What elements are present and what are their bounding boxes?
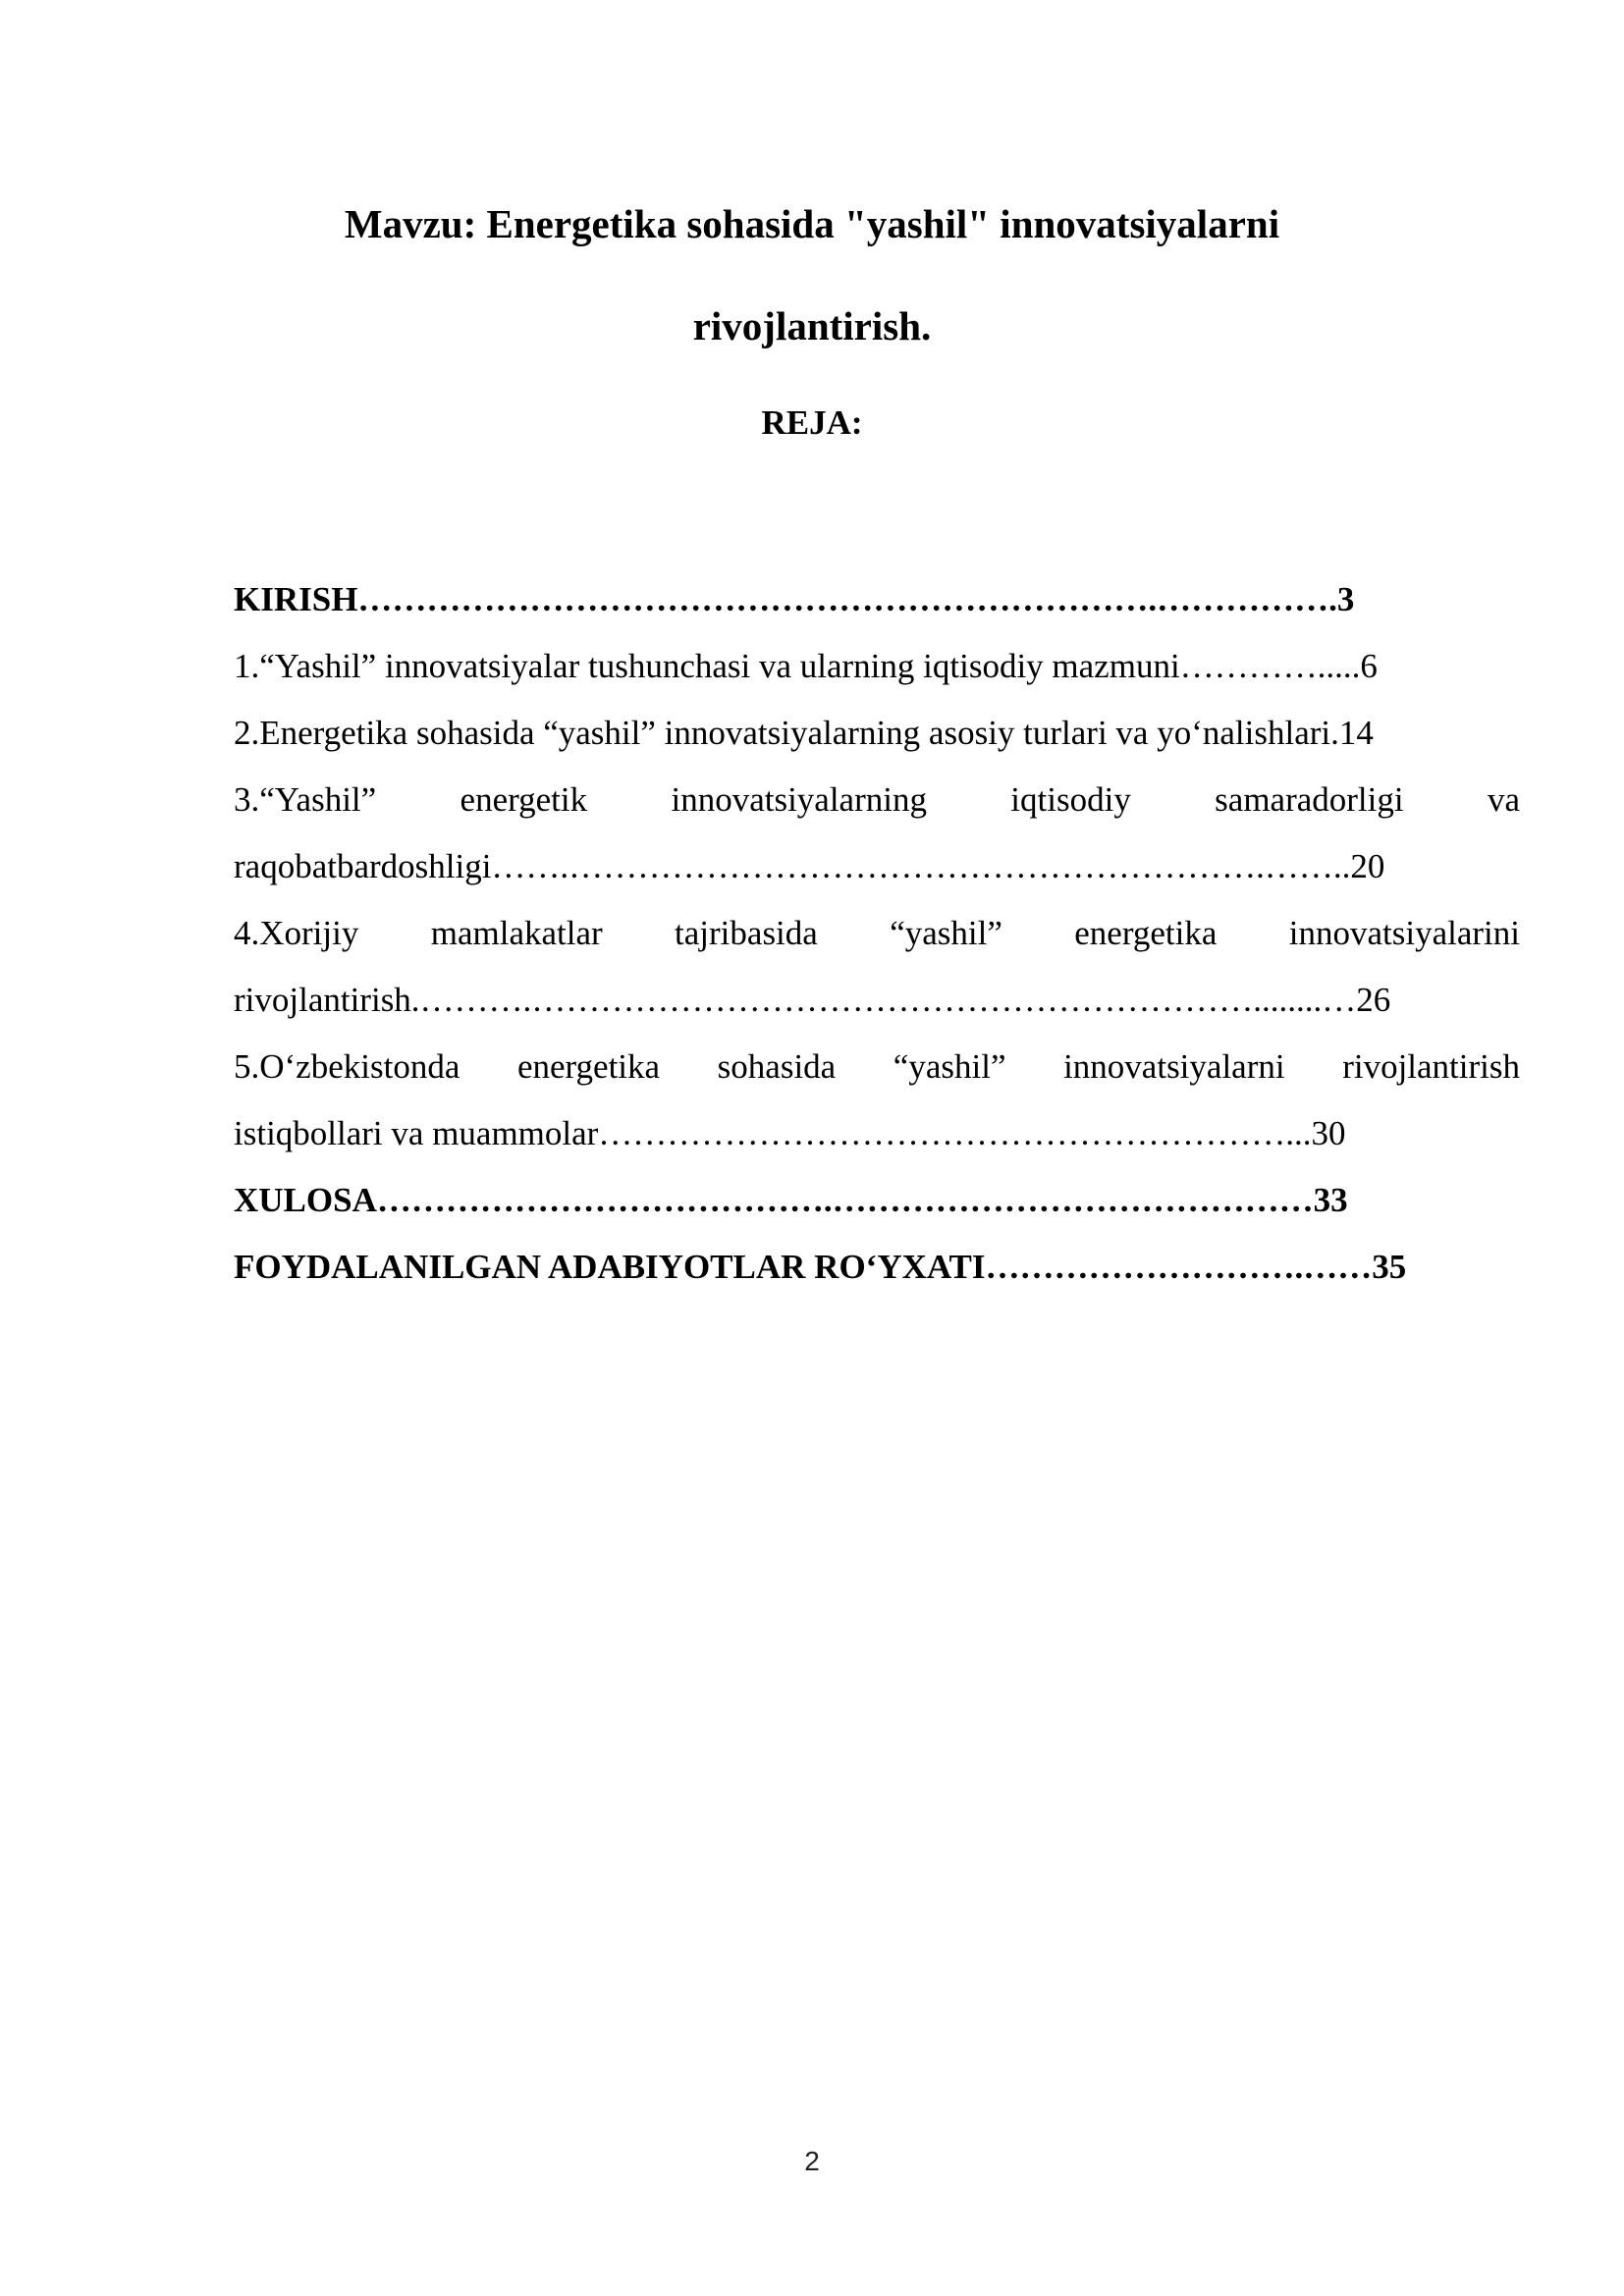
toc-entry-introduction: KIRISH…………………………………………………………….…………….3: [234, 580, 1355, 618]
page-number: 2: [804, 2146, 820, 2176]
document-title-line-2: rivojlantirish.: [692, 303, 932, 348]
toc-entry-chapter-1: 1.“Yashil” innovatsiyalar tushunchasi va ularning iqtisodiy mazmuni………….....6: [234, 647, 1378, 685]
toc-entry-chapter-2: 2.Energetika sohasida “yashil” innovatsiyalarning asosiy turlari va yo‘nalishlari.14: [234, 714, 1374, 752]
table-of-contents: [234, 566, 1520, 1301]
toc-entry-references: FOYDALANILGAN ADABIYOTLAR RO‘YXATI……………………….……35: [234, 1248, 1407, 1286]
toc-entry-chapter-5-line-1: 5.O‘zbekistonda energetika sohasida “yashil” innovatsiyalarni rivojlantirish: [234, 1047, 1520, 1086]
toc-entry-chapter-5-line-2: istiqbollari va muammolar……………………………………………………...30: [234, 1114, 1346, 1152]
plan-heading: REJA:: [761, 403, 863, 442]
toc-entry-conclusion: XULOSA………………………………….……………………………………33: [234, 1181, 1348, 1219]
toc-entry-chapter-3-line-2: raqobatbardoshligi…….…………………………………………………….……..20: [234, 847, 1385, 885]
toc-entry-chapter-4-line-1: 4.Xorijiy mamlakatlar tajribasida “yashil” energetika innovatsiyalarini: [234, 914, 1520, 952]
toc-entry-chapter-3-line-1: 3.“Yashil” energetik innovatsiyalarning iqtisodiy samaradorligi va: [234, 780, 1520, 819]
toc-entry-chapter-4-line-2: rivojlantirish.……….………………………………………………………........…26: [234, 981, 1391, 1019]
document-title-line-1: Mavzu: Energetika sohasida "yashil" innovatsiyalarni: [344, 201, 1280, 246]
